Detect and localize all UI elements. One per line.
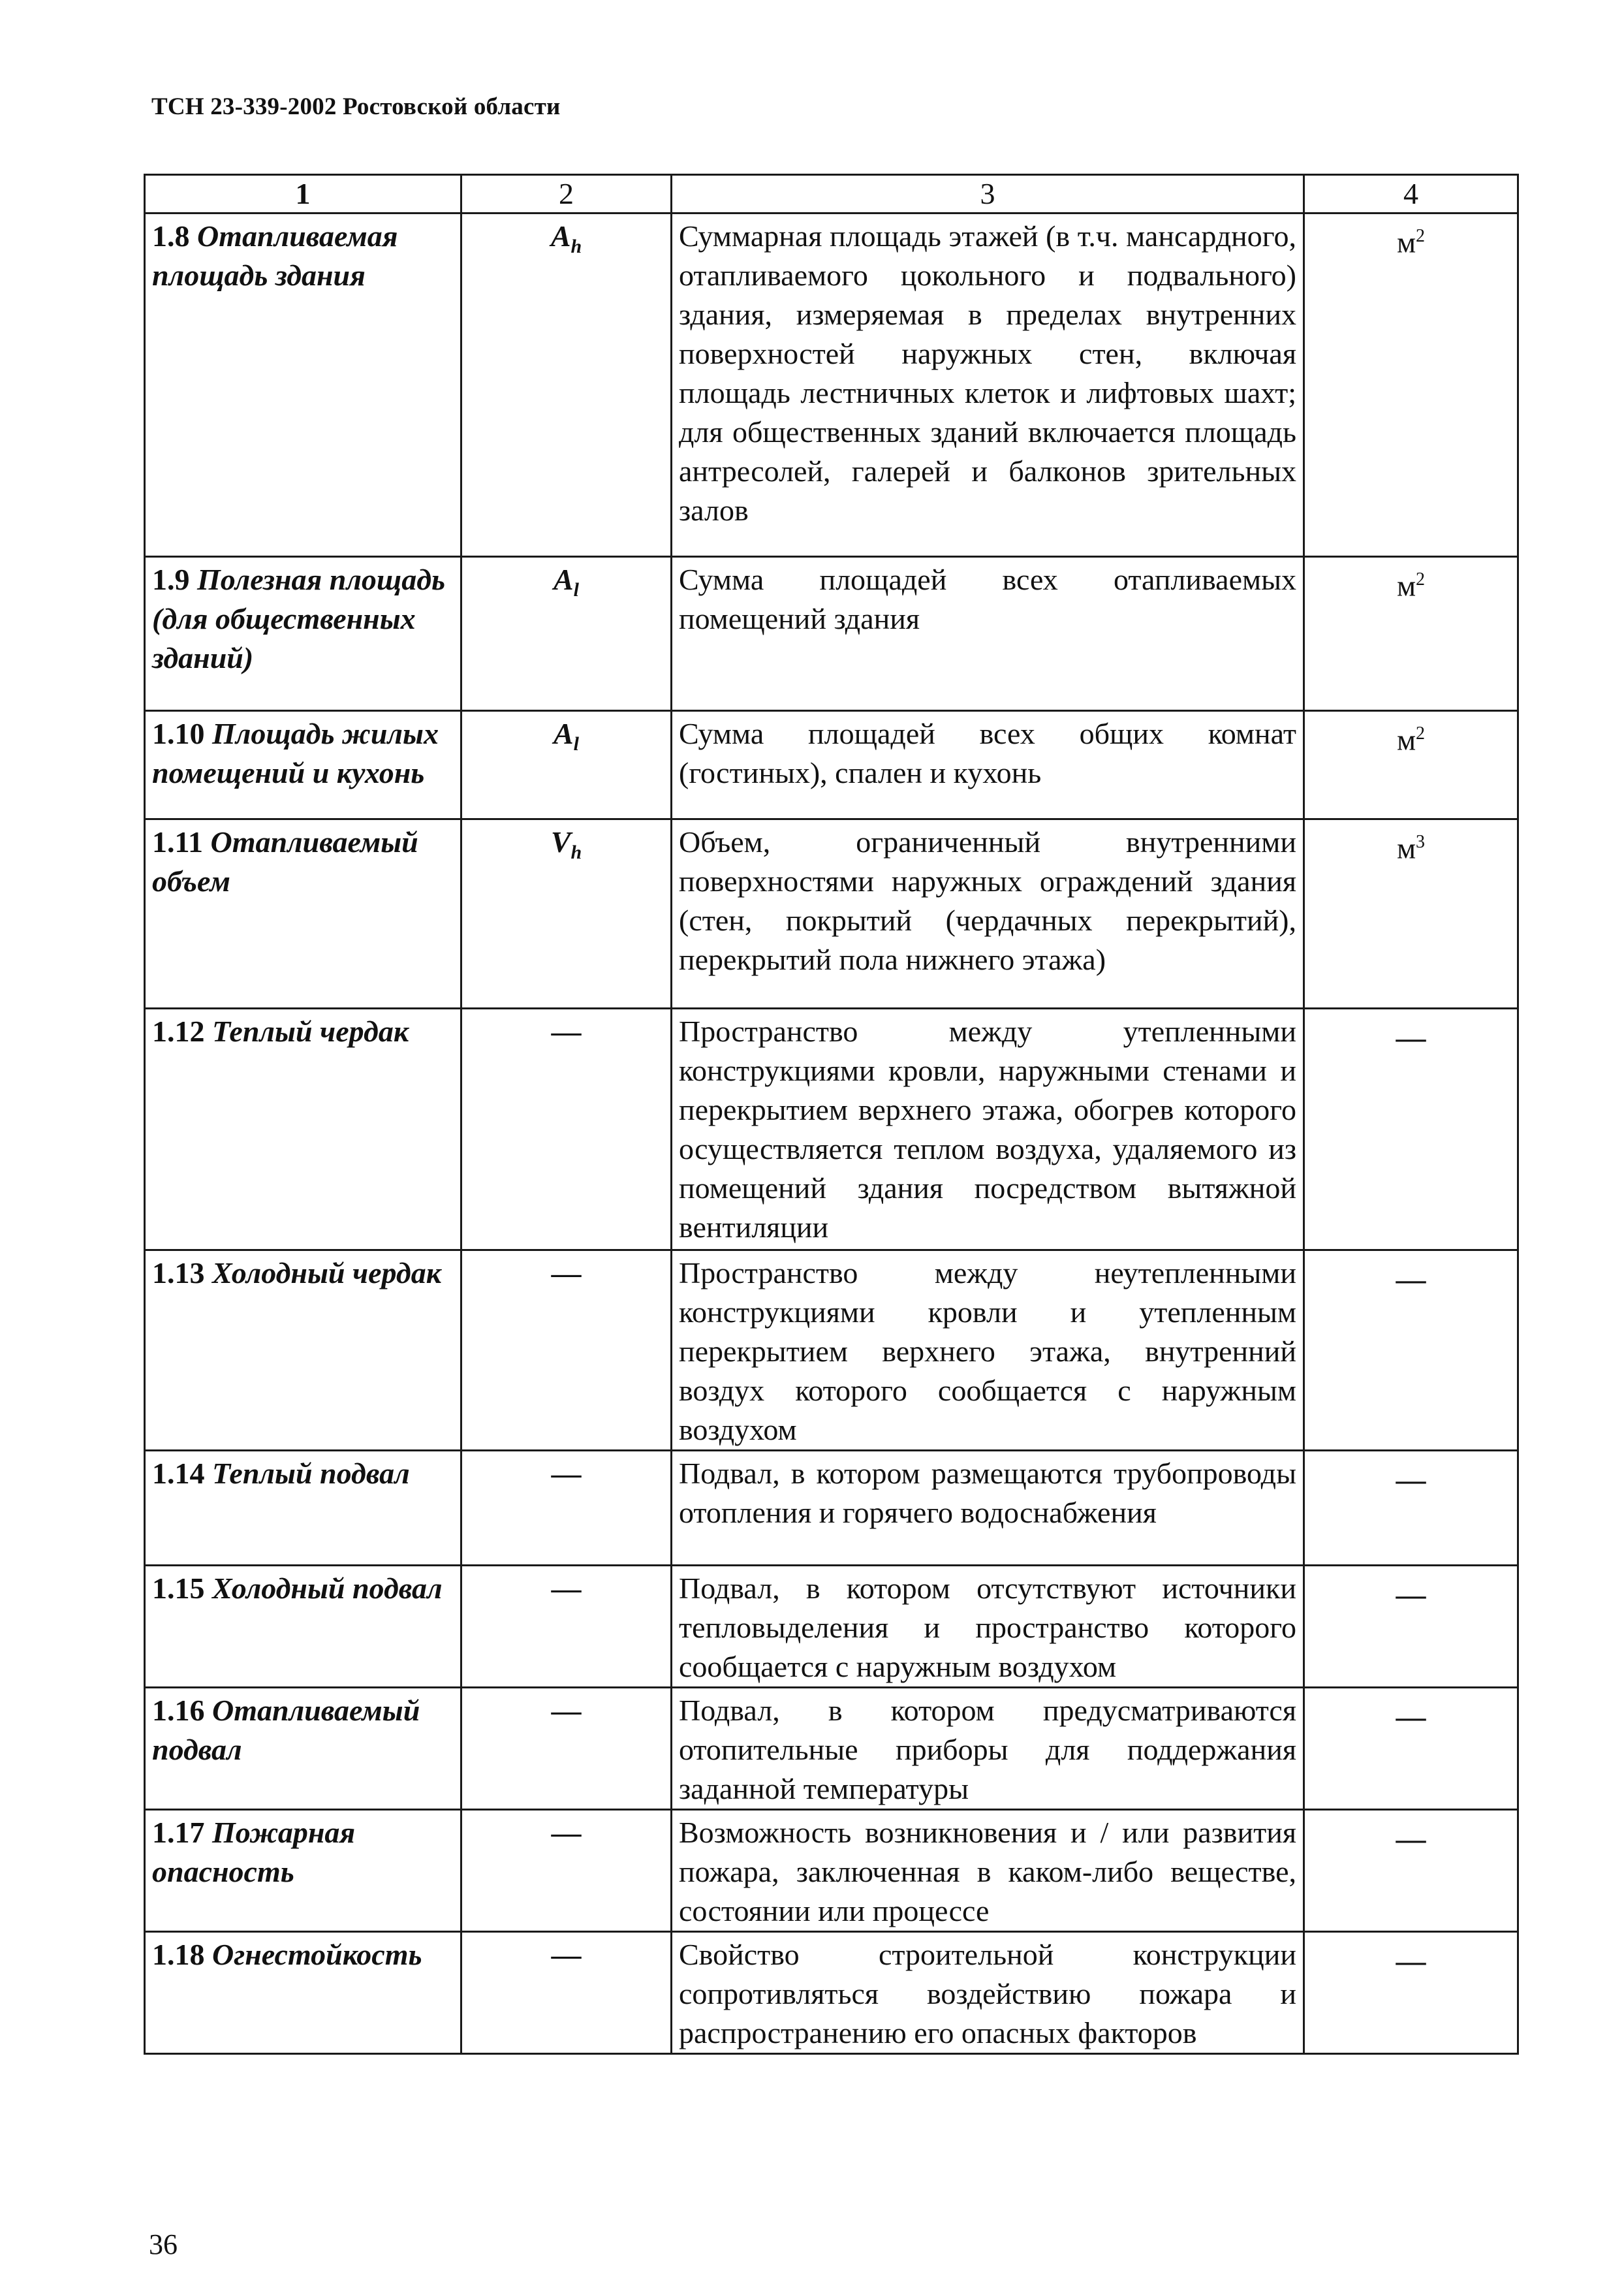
term-cell [145,711,461,819]
unit-cell [1304,557,1518,711]
term-name: Пожарная опасность [152,1816,356,1888]
symbol-cell [461,711,672,819]
term-number: 1.10 [152,717,205,750]
term-name: Площадь жилых помещений и кухонь [152,717,439,789]
unit-text: — [1396,1822,1426,1856]
term-number: 1.18 [152,1938,205,1971]
unit-exponent: 2 [1416,723,1426,744]
column-number: 4 [1304,175,1518,213]
unit-cell [1304,1451,1518,1566]
term-name: Холодный чердак [212,1256,442,1289]
symbol-subscript: l [573,733,580,755]
term-number: 1.11 [152,825,203,859]
symbol-main: — [551,1694,582,1727]
unit-text: м [1396,569,1416,603]
term-name: Огнестойкость [212,1938,422,1971]
table-row [145,711,1518,819]
definition-cell: Пространство между утепленными конструкциями кровли, наружными стенами и перекрытием верхнего этажа, обогрев которого осуществляется теплом воздуха, удаляемого из помещений здания посредством вытяжной вентиляции [672,1009,1304,1250]
term-number: 1.15 [152,1572,205,1605]
symbol-main: — [551,1816,582,1849]
term-number: 1.13 [152,1256,205,1289]
symbol-cell [461,819,672,1009]
unit-text: — [1396,1577,1426,1611]
unit-cell [1304,1250,1518,1451]
unit-cell [1304,1810,1518,1932]
term-number: 1.16 [152,1694,205,1727]
term-cell [145,1250,461,1451]
unit-cell [1304,1932,1518,2054]
page-number: 36 [149,2228,178,2260]
term-name: Отапливаемый объем [152,825,418,898]
definition-cell: Возможность возникновения и / или развития пожара, заключенная в каком-либо веществе, состоянии или процессе [672,1810,1304,1932]
table-row [145,557,1518,711]
term-cell [145,1566,461,1688]
symbol-cell [461,557,672,711]
term-number: 1.14 [152,1457,205,1490]
term-number: 1.8 [152,219,190,253]
table-row [145,1688,1518,1810]
definition-cell: Объем, ограниченный внутренними поверхностями наружных ограждений здания (стен, покрытий (чердачных перекрытий), перекрытий пола нижнего этажа) [672,819,1304,1009]
symbol-subscript: l [573,579,580,601]
unit-cell [1304,711,1518,819]
unit-cell [1304,1009,1518,1250]
definition-cell: Подвал, в котором предусматриваются отопительные приборы для поддержания заданной температуры [672,1688,1304,1810]
symbol-main: A [553,563,574,596]
unit-text: м [1396,723,1416,757]
symbol-cell [461,1250,672,1451]
unit-cell [1304,213,1518,557]
term-cell [145,819,461,1009]
term-cell [145,1688,461,1810]
unit-exponent: 3 [1416,832,1426,852]
symbol-cell [461,1810,672,1932]
symbol-main: — [551,1938,582,1971]
unit-text: — [1396,1463,1426,1496]
table-row [145,213,1518,557]
symbol-main: A [550,219,571,253]
symbol-cell [461,1932,672,2054]
term-number: 1.12 [152,1015,205,1048]
symbol-cell [461,1009,672,1250]
definition-cell: Подвал, в котором размещаются трубопроводы отопления и горячего водоснабжения [672,1451,1304,1566]
symbol-subscript: h [570,236,582,258]
unit-text: м [1396,225,1416,259]
definition-cell: Сумма площадей всех общих комнат (гостиных), спален и кухонь [672,711,1304,819]
column-number: 2 [461,175,672,213]
table-row [145,1932,1518,2054]
column-number-row [145,175,1518,213]
terms-table-body [145,213,1518,2054]
symbol-main: — [551,1572,582,1605]
document-header: ТСН 23-339-2002 Ростовской области [151,93,561,120]
table-row [145,819,1518,1009]
column-number: 3 [672,175,1304,213]
unit-text: — [1396,1262,1426,1296]
symbol-cell [461,1566,672,1688]
term-cell [145,1810,461,1932]
unit-exponent: 2 [1416,226,1426,246]
term-cell [145,213,461,557]
symbol-cell [461,1688,672,1810]
term-name: Теплый подвал [212,1457,410,1490]
unit-text: — [1396,1944,1426,1978]
symbol-cell [461,1451,672,1566]
term-name: Отапливаемая площадь здания [152,219,398,292]
term-name: Полезная площадь (для общественных зданий) [152,563,446,674]
symbol-main: — [551,1015,582,1048]
term-name: Холодный подвал [212,1572,443,1605]
term-cell [145,557,461,711]
terms-table [144,174,1519,2055]
symbol-cell [461,213,672,557]
unit-text: м [1396,831,1416,865]
table-row [145,1810,1518,1932]
unit-cell [1304,1566,1518,1688]
table-row [145,1566,1518,1688]
term-number: 1.17 [152,1816,205,1849]
term-cell [145,1009,461,1250]
symbol-subscript: h [570,842,582,864]
table-row [145,1250,1518,1451]
table-row [145,1451,1518,1566]
term-cell [145,1932,461,2054]
term-name: Отапливаемый подвал [152,1694,420,1766]
definition-cell: Свойство строительной конструкции сопротивляться воздействию пожара и распространению его опасных факторов [672,1932,1304,2054]
column-number: 1 [145,175,461,213]
unit-cell [1304,819,1518,1009]
symbol-main: A [553,717,574,750]
definition-cell: Сумма площадей всех отапливаемых помещений здания [672,557,1304,711]
term-name: Теплый чердак [212,1015,409,1048]
unit-cell [1304,1688,1518,1810]
term-number: 1.9 [152,563,190,596]
definition-cell: Подвал, в котором отсутствуют источники тепловыделения и пространство которого сообщается с наружным воздухом [672,1566,1304,1688]
table-row [145,1009,1518,1250]
symbol-main: — [551,1457,582,1490]
unit-exponent: 2 [1416,569,1426,590]
term-cell [145,1451,461,1566]
symbol-main: — [551,1256,582,1289]
symbol-main: V [550,825,571,859]
definition-cell: Суммарная площадь этажей (в т.ч. мансардного, отапливаемого цокольного и подвального) здания, измеряемая в пределах внутренних поверхностей наружных стен, включая площадь лестничных клеток и лифтовых шахт; для общественных зданий включается площадь антресолей, галерей и балконов зрительных залов [672,213,1304,557]
unit-text: — [1396,1700,1426,1733]
definition-cell: Пространство между неутепленными конструкциями кровли и утепленным перекрытием верхнего этажа, внутренний воздух которого сообщается с наружным воздухом [672,1250,1304,1451]
unit-text: — [1396,1020,1426,1054]
